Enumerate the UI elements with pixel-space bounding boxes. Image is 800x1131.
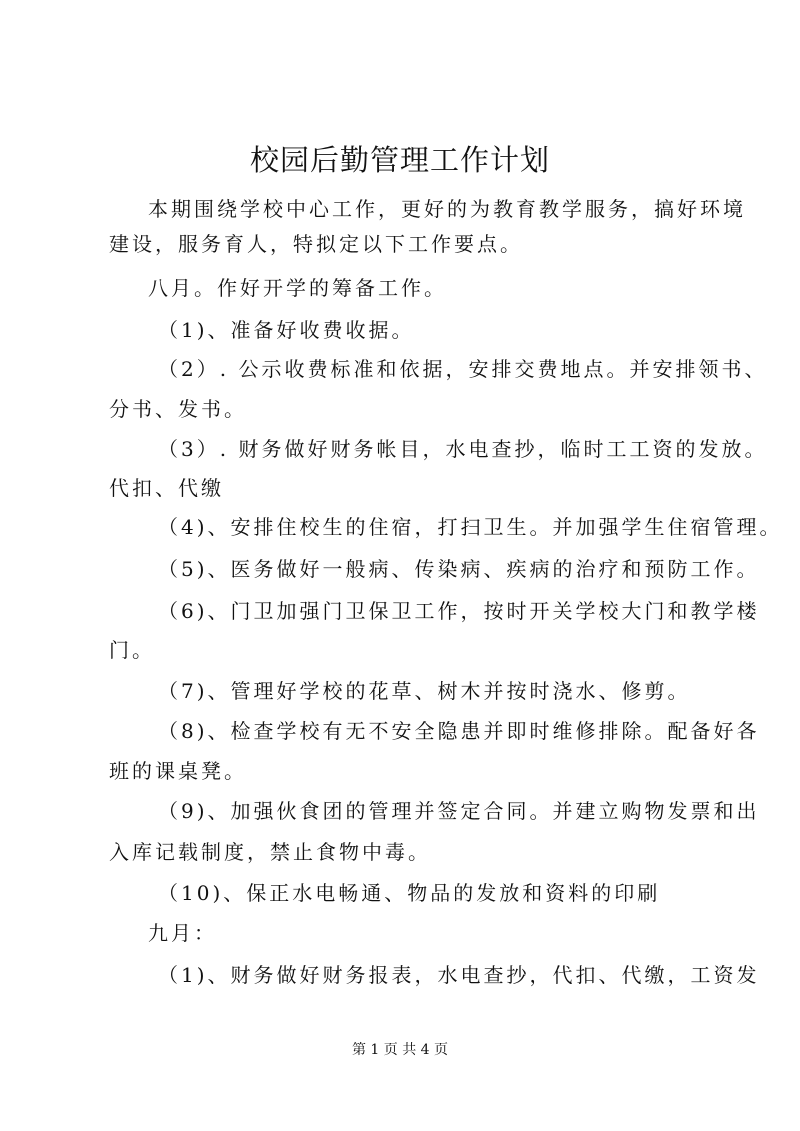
list-item-line: （7)、管理好学校的花草、树木并按时浇水、修剪。: [158, 679, 691, 703]
list-item-line: 班的课桌凳。: [109, 759, 247, 783]
document-title: 校园后勤管理工作计划: [249, 143, 550, 177]
list-item-line: （10)、保正水电畅通、物品的发放和资料的印刷: [158, 881, 661, 905]
list-item-line: （3）. 财务做好财务帐目，水电查抄，临时工工资的发放。: [158, 437, 768, 461]
paragraph-line: 八月。作好开学的筹备工作。: [148, 276, 447, 300]
list-item-line: （1)、财务做好财务报表，水电查抄，代扣、代缴，工资发: [158, 963, 760, 987]
list-item-line: （5)、医务做好一般病、传染病、疾病的治疗和预防工作。: [158, 557, 760, 581]
page-indicator: 第 1 页 共 4 页: [351, 1042, 449, 1058]
list-item-line: （6)、门卫加强门卫保卫工作，按时开关学校大门和教学楼: [158, 599, 760, 623]
section-heading-line: 九月：: [148, 921, 217, 945]
list-item-line: 入库记载制度，禁止食物中毒。: [109, 840, 431, 864]
list-item-line: 代扣、代缴: [109, 476, 224, 500]
list-item-line: （8)、检查学校有无不安全隐患并即时维修排除。配备好各: [158, 719, 760, 743]
list-item-line: 分书、发书。: [109, 397, 247, 421]
list-item-line: （2）. 公示收费标准和依据，安排交费地点。并安排领书、: [158, 357, 768, 381]
list-item-line: 门。: [109, 638, 155, 662]
list-item-line: （1)、准备好收费收据。: [158, 318, 415, 342]
list-item-line: （9)、加强伙食团的管理并签定合同。并建立购物发票和出: [158, 799, 760, 823]
paragraph-line: 建设，服务育人，特拟定以下工作要点。: [109, 232, 523, 256]
paragraph-line: 本期围绕学校中心工作，更好的为教育教学服务，搞好环境: [148, 197, 746, 221]
list-item-line: （4)、安排住校生的住宿，打扫卫生。并加强学生住宿管理。: [158, 515, 783, 539]
